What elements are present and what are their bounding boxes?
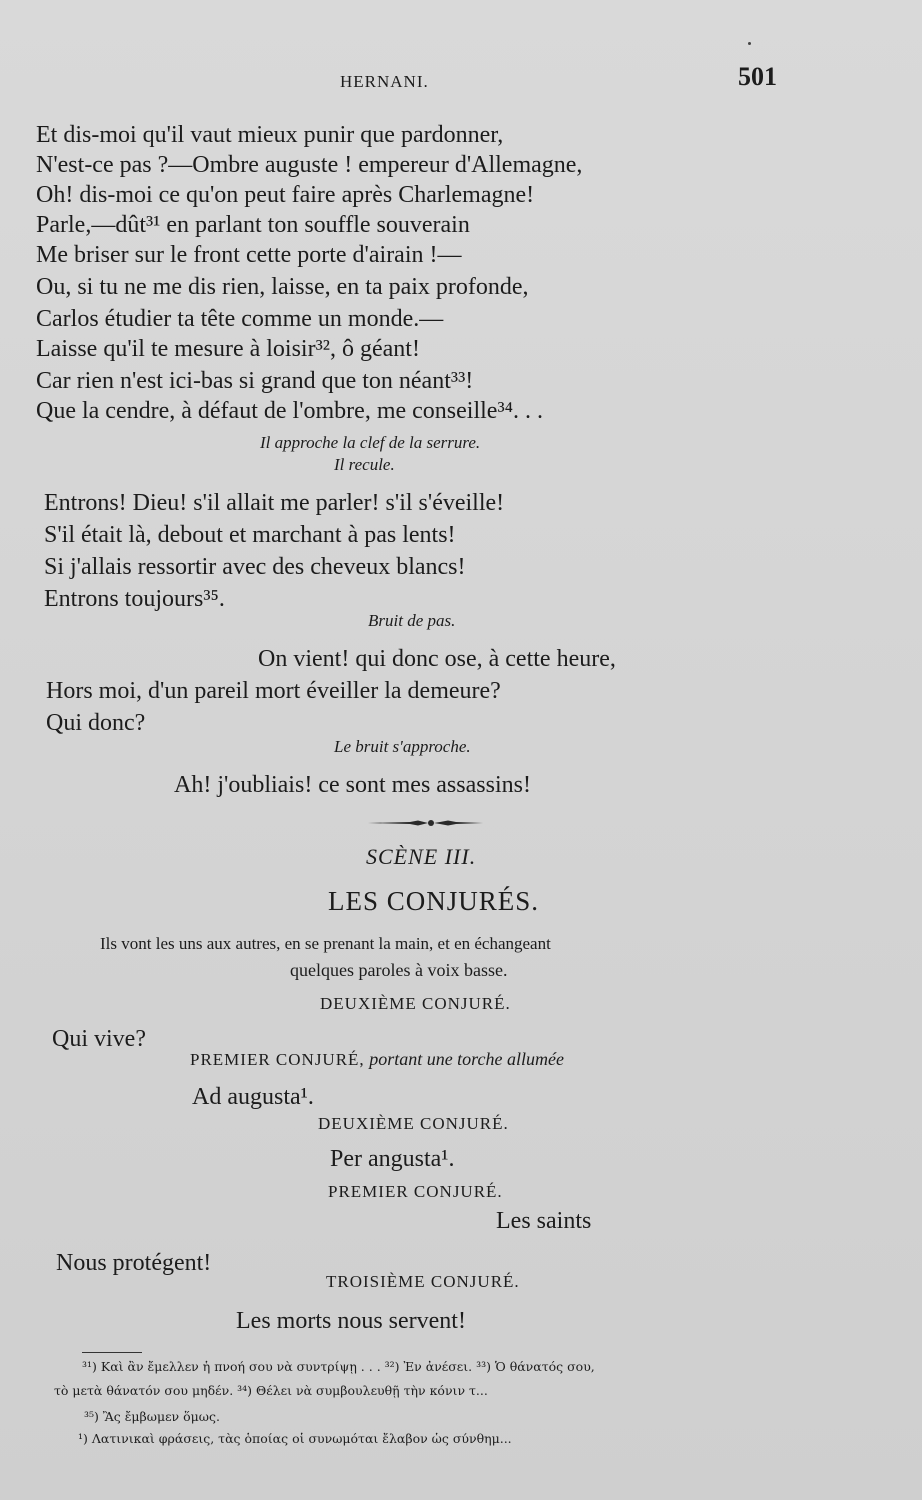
- verse-line: Hors moi, d'un pareil mort éveiller la demeure?: [46, 678, 501, 704]
- footnote-line: τὸ μετὰ θάνατόν σου μηδέν. ³⁴) Θέλει νὰ συμβουλευθῇ τὴν κόνιν τ...: [54, 1383, 488, 1398]
- footnote-rule: [82, 1352, 142, 1353]
- verse-line: Carlos étudier ta tête comme un monde.—: [36, 306, 444, 332]
- verse-line: Si j'allais ressortir avec des cheveux blancs!: [44, 554, 466, 580]
- scene-number: SCÈNE III.: [366, 844, 477, 869]
- stage-direction: Il recule.: [334, 455, 395, 474]
- verse-line: On vient! qui donc ose, à cette heure,: [258, 646, 616, 672]
- scene-title: LES CONJURÉS.: [328, 886, 540, 916]
- verse-line: Ah! j'oubliais! ce sont mes assassins!: [174, 772, 531, 798]
- verse-line: Ou, si tu ne me dis rien, laisse, en ta paix profonde,: [36, 274, 529, 300]
- speaker-name: PREMIER CONJURÉ,: [190, 1050, 365, 1069]
- verse-line: S'il était là, debout et marchant à pas lents!: [44, 522, 456, 548]
- footnote-line: ³⁵) Ἂς ἔμβωμεν ὅμως.: [84, 1409, 220, 1424]
- verse-line: Me briser sur le front cette porte d'airain !—: [36, 242, 462, 268]
- verse-line: Qui donc?: [46, 710, 146, 736]
- speaker-name: PREMIER CONJURÉ.: [328, 1182, 503, 1201]
- verse-line: Oh! dis-moi ce qu'on peut faire après Charlemagne!: [36, 182, 535, 208]
- stage-direction: portant une torche allumée: [364, 1049, 564, 1069]
- verse-line: Et dis-moi qu'il vaut mieux punir que pardonner,: [36, 122, 504, 148]
- dialogue-line: Les morts nous servent!: [236, 1308, 466, 1334]
- verse-line: Laisse qu'il te mesure à loisir³², ô géant!: [36, 336, 420, 362]
- scene-description: Ils vont les uns aux autres, en se prenant la main, et en échangeant: [100, 934, 551, 953]
- footnote-line: ³¹) Καὶ ἂν ἔμελλεν ἡ πνοή σου νὰ συντρίψῃ . . . ³²) Ἐν ἀνέσει. ³³) Ὁ θάνατός σου,: [82, 1359, 595, 1374]
- running-header: HERNANI.: [340, 72, 429, 91]
- verse-line: Parle,—dût³¹ en parlant ton souffle souverain: [36, 212, 470, 238]
- scene-description: quelques paroles à voix basse.: [290, 960, 508, 980]
- verse-line: Car rien n'est ici-bas si grand que ton néant³³!: [36, 368, 474, 394]
- ornament-divider: [368, 818, 483, 828]
- ink-speck: [748, 42, 751, 45]
- footnote-line: ¹) Λατινικαὶ φράσεις, τὰς ὁποίας οἱ συνωμόται ἔλαβον ὡς σύνθημ...: [78, 1431, 512, 1446]
- stage-direction: Bruit de pas.: [368, 611, 456, 630]
- dialogue-line: Les saints: [496, 1208, 592, 1234]
- dialogue-line: Per angusta¹.: [330, 1146, 455, 1172]
- speaker-name: DEUXIÈME CONJURÉ.: [320, 994, 511, 1013]
- stage-direction: Le bruit s'approche.: [334, 737, 471, 756]
- page-number: 501: [738, 62, 777, 91]
- stage-direction: Il approche la clef de la serrure.: [260, 433, 481, 452]
- verse-line: N'est-ce pas ?—Ombre auguste ! empereur d'Allemagne,: [36, 152, 583, 178]
- dialogue-line: Qui vive?: [52, 1026, 146, 1052]
- dialogue-line: Nous protégent!: [56, 1250, 212, 1276]
- speaker-heading: [190, 1048, 564, 1070]
- verse-line: Entrons! Dieu! s'il allait me parler! s'il s'éveille!: [44, 490, 505, 516]
- verse-line: Que la cendre, à défaut de l'ombre, me conseille³⁴. . .: [36, 398, 544, 424]
- dialogue-line: Ad augusta¹.: [192, 1084, 314, 1110]
- speaker-name: DEUXIÈME CONJURÉ.: [318, 1114, 509, 1133]
- verse-line: Entrons toujours³⁵.: [44, 586, 225, 612]
- speaker-name: TROISIÈME CONJURÉ.: [326, 1272, 520, 1291]
